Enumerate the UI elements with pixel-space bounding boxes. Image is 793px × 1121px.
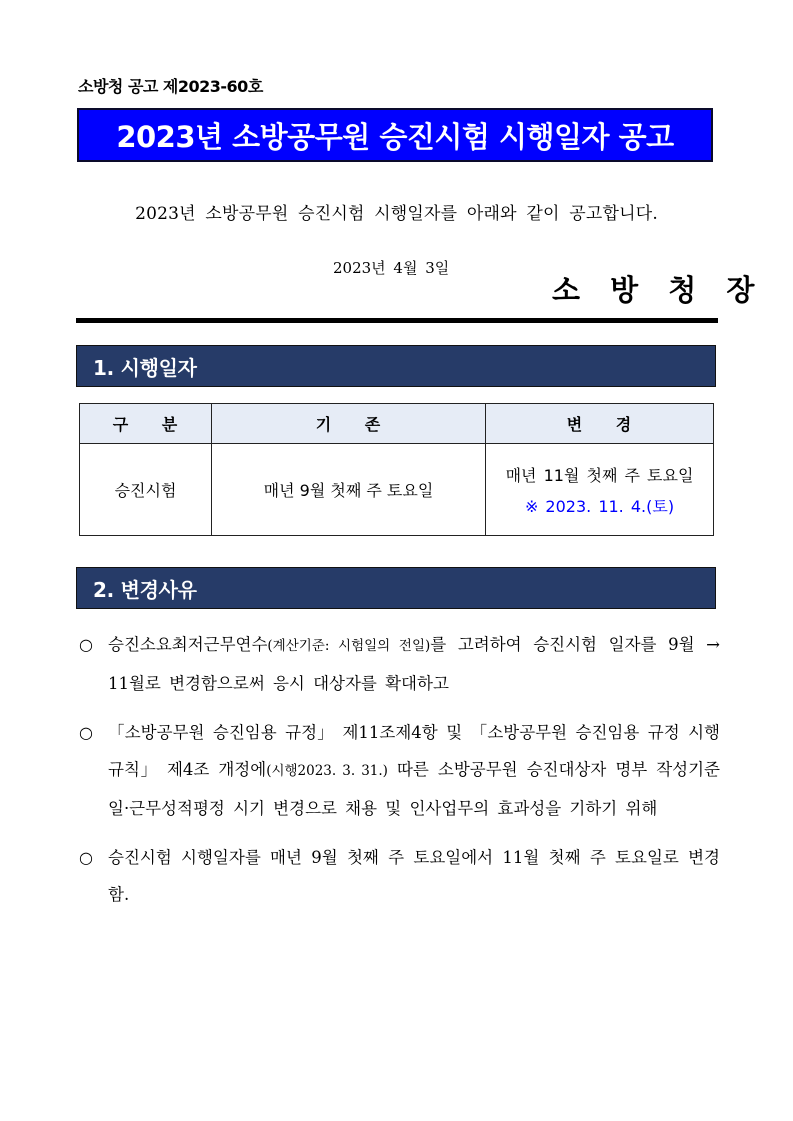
section-2-header bbox=[76, 567, 716, 609]
list-item bbox=[76, 714, 720, 827]
bullet-circle-icon: ○ bbox=[79, 635, 93, 654]
list-item bbox=[76, 626, 720, 702]
bullet-circle-icon: ○ bbox=[79, 848, 93, 867]
cell-new-note: ※ 2023. 11. 4.(토) bbox=[524, 496, 675, 516]
reason-1-text: 승진소요최저근무연수 bbox=[108, 635, 268, 654]
reason-1-text-cont: 를 고려하여 승진시험 일자를 9월 → 11월로 변경함으로써 응시 대상자를 확대하고 bbox=[108, 635, 720, 693]
cell-new bbox=[486, 444, 714, 536]
notice-number: 소방청 공고 제2023-60호 bbox=[78, 77, 263, 96]
reason-list bbox=[76, 626, 720, 925]
table-header-row bbox=[80, 404, 714, 444]
cell-old: 매년 9월 첫째 주 토요일 bbox=[212, 444, 486, 536]
header-old: 기 존 bbox=[212, 404, 486, 444]
header-category: 구 분 bbox=[80, 404, 212, 444]
cell-category: 승진시험 bbox=[80, 444, 212, 536]
header-new: 변 경 bbox=[486, 404, 714, 444]
reason-3-text: 승진시험 시행일자를 매년 9월 첫째 주 토요일에서 11월 첫째 주 토요일로 변경함. bbox=[108, 848, 720, 904]
notice-date: 2023년 4월 3일 bbox=[333, 259, 450, 277]
bullet-circle-icon: ○ bbox=[79, 723, 93, 742]
table-row bbox=[80, 444, 714, 536]
header-divider bbox=[76, 318, 718, 323]
reason-1-note: (계산기준: 시험일의 전일) bbox=[267, 638, 431, 654]
list-item bbox=[76, 839, 720, 913]
reason-2-note: (시행2023. 3. 31.) bbox=[266, 763, 388, 779]
cell-new-main: 매년 11월 첫째 주 토요일 bbox=[505, 465, 694, 485]
reason-2-text-cont: 따른 소방공무원 승진대상자 명부 작성기준일·근무성적평정 시기 변경으로 채용 및 인사업무의 효과성을 기하기 위해 bbox=[108, 760, 720, 818]
document-title: 2023년 소방공무원 승진시험 시행일자 공고 bbox=[116, 119, 674, 154]
schedule-table bbox=[79, 403, 714, 536]
title-banner bbox=[77, 108, 713, 162]
section-2-title: 2. 변경사유 bbox=[93, 577, 197, 602]
section-1-title: 1. 시행일자 bbox=[93, 355, 197, 380]
signer-name: 소 방 청 장 bbox=[552, 273, 765, 307]
section-1-header bbox=[76, 345, 716, 387]
intro-text: 2023년 소방공무원 승진시험 시행일자를 아래와 같이 공고합니다. bbox=[135, 204, 658, 224]
reason-2-text: 「소방공무원 승진임용 규정」 제11조제4항 및 「소방공무원 승진임용 규정 시행규칙」 제4조 개정에 bbox=[108, 723, 720, 779]
